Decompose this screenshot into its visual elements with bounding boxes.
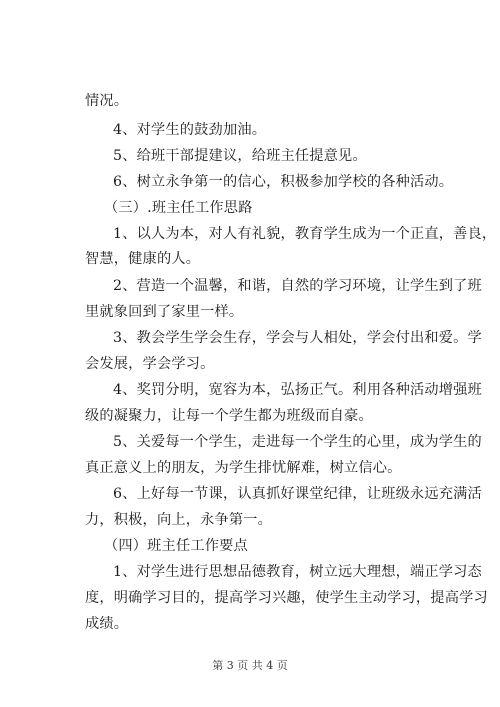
paragraph-line: 会发展，学会学习。 [85,356,215,372]
section-heading: （四）班主任工作要点 [104,538,248,554]
paragraph-line: 4、对学生的鼓劲加油。 [113,122,267,138]
paragraph-line: 6、上好每一节课，认真抓好课堂纪律，让班级永远充满活 [113,486,482,502]
section-heading: （三）.班主任工作思路 [104,200,253,216]
page-footer: 第 3 页 共 4 页 [212,659,288,672]
paragraph-line: 成绩。 [85,616,129,632]
paragraph-line: 智慧，健康的人。 [85,251,201,267]
paragraph-line: 度，明确学习目的，提高学习兴趣，使学生主动学习，提高学习 [85,590,488,606]
paragraph-line: 5、给班干部提建议，给班主任提意见。 [113,148,367,164]
paragraph-line: 3、教会学生学会生存，学会与人相处，学会付出和爱。学 [113,330,482,346]
paragraph-line: 力，积极，向上，永争第一。 [85,512,273,528]
paragraph-line: 4、奖罚分明，宽容为本，弘扬正气。利用各种活动增强班 [113,382,482,398]
paragraph-line: 5、关爱每一个学生，走进每一个学生的心里，成为学生的 [113,434,482,450]
paragraph-line: 真正意义上的朋友，为学生排忧解难，树立信心。 [85,460,402,476]
paragraph-line: 级的凝聚力，让每一个学生都为班级而自豪。 [85,408,373,424]
paragraph-line: 6、树立永争第一的信心，积极参加学校的各种活动。 [113,174,454,190]
paragraph-line: 2、营造一个温馨，和谐，自然的学习环境，让学生到了班 [113,278,482,294]
paragraph-line: 里就象回到了家里一样。 [85,304,244,320]
paragraph-line: 1、以人为本，对人有礼貌，教育学生成为一个正直，善良， [113,226,497,242]
paragraph-line: 情况。 [85,93,129,109]
paragraph-line: 1、对学生进行思想品德教育，树立远大理想，端正学习态 [113,564,482,580]
